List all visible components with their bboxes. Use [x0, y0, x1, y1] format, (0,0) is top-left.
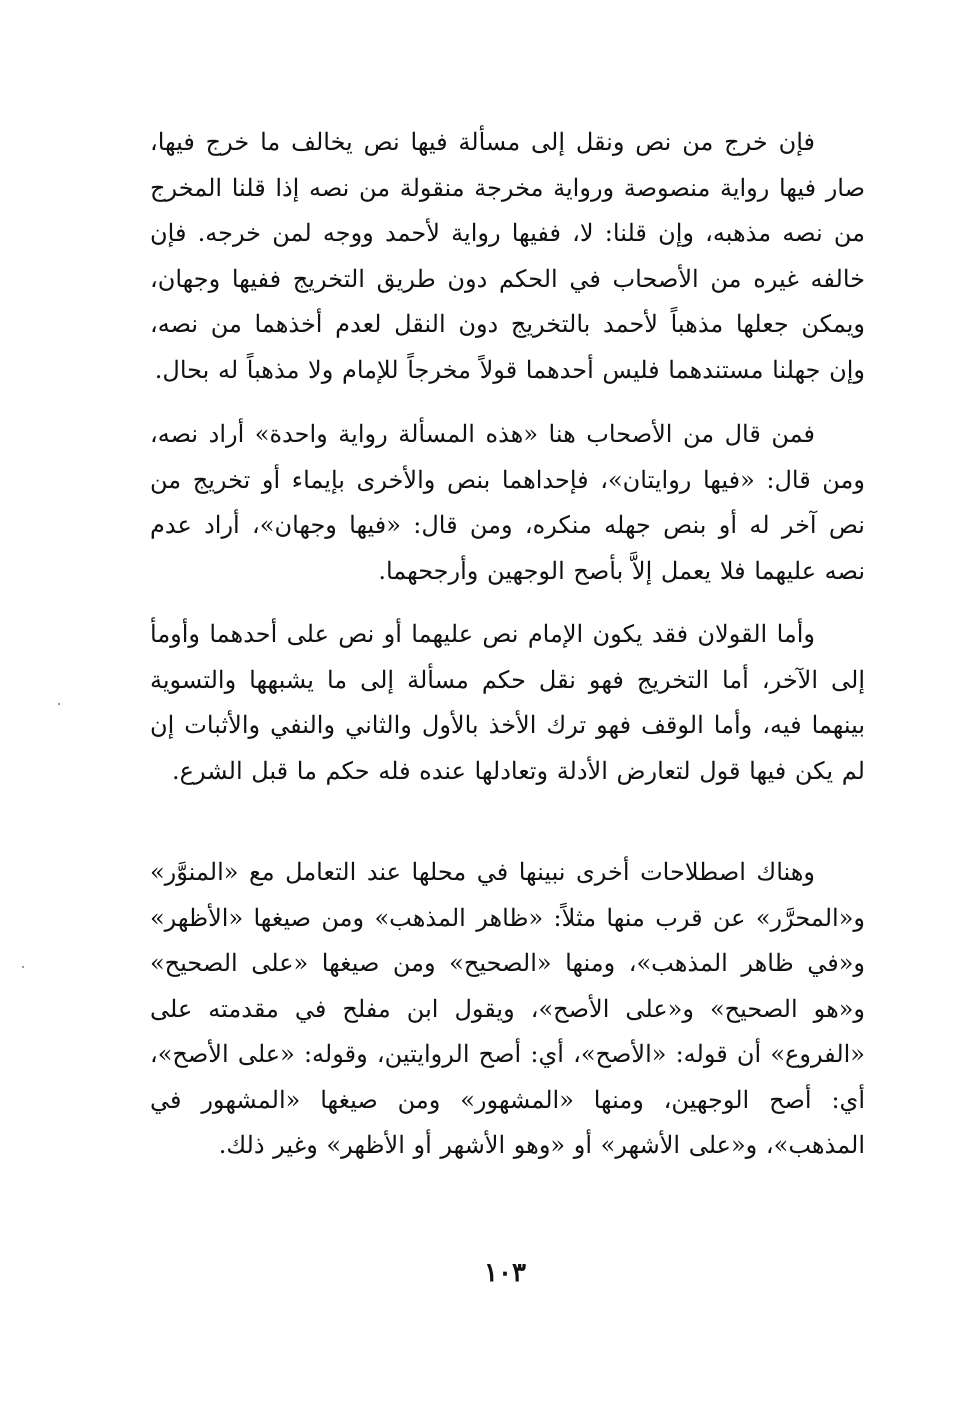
scan-speck — [58, 703, 60, 705]
paragraph-text: وهناك اصطلاحات أخرى نبينها في محلها عند التعامل مع «المنوَّر» و«المحرَّر» عن قرب منها مثلاً: «ظاهر المذهب» ومن صيغها «الأظهر» و«في ظاهر المذهب»، ومنها «الصحيح» ومن صيغها «على الصحيح» و«هو الصحيح» و«على الأصح»، ويقول ابن مفلح في مقدمته على «الفروع» أن قوله: «الأصح»، أي: أصح الروايتين، وقوله: «على الأصح»، أي: أصح الوجهين، ومنها «المشهور» ومن صيغها «المشهور في المذهب»، و«على الأشهر» أو «وهو الأشهر أو الأظهر» وغير ذلك. — [150, 858, 865, 1159]
paragraph-text: فمن قال من الأصحاب هنا «هذه المسألة رواية واحدة» أراد نصه، ومن قال: «فيها روايتان»، فإحداهما بنص والأخرى بإيماء أو تخريج من نص آخر له أو بنص جهله منكره، ومن قال: «فيها وجهان»، أراد عدم نصه عليهما فلا يعمل إلاَّ بأصح الوجهين وأرجحهما. — [150, 420, 865, 585]
paragraph-4 — [150, 850, 865, 1169]
scan-speck — [22, 966, 24, 968]
paragraph-3 — [150, 612, 865, 794]
paragraph-text: فإن خرج من نص ونقل إلى مسألة فيها نص يخالف ما خرج فيها، صار فيها رواية منصوصة ورواية مخرجة منقولة من نصه إذا قلنا المخرج من نصه مذهبه، وإن قلنا: لا، ففيها رواية لأحمد ووجه لمن خرجه. فإن خالفه غيره من الأصحاب في الحكم دون طريق التخريج ففيها وجهان، ويمكن جعلها مذهباً لأحمد بالتخريج دون النقل لعدم أخذهما من نصه، وإن جهلنا مستندهما فليس أحدهما قولاً مخرجاً للإمام ولا مذهباً له بحال. — [150, 128, 865, 384]
paragraph-2 — [150, 412, 865, 594]
paragraph-text: وأما القولان فقد يكون الإمام نص عليهما أو نص على أحدهما وأومأ إلى الآخر، أما التخريج فهو نقل حكم مسألة إلى ما يشبهها والتسوية بينهما فيه، وأما الوقف فهو ترك الأخذ بالأول والثاني والنفي والأثبات إن لم يكن فيها قول لتعارض الأدلة وتعادلها عنده فله حكم ما قبل الشرع. — [150, 620, 865, 785]
page-number: ١٠٣ — [484, 1258, 526, 1288]
paragraph-1 — [150, 120, 865, 393]
